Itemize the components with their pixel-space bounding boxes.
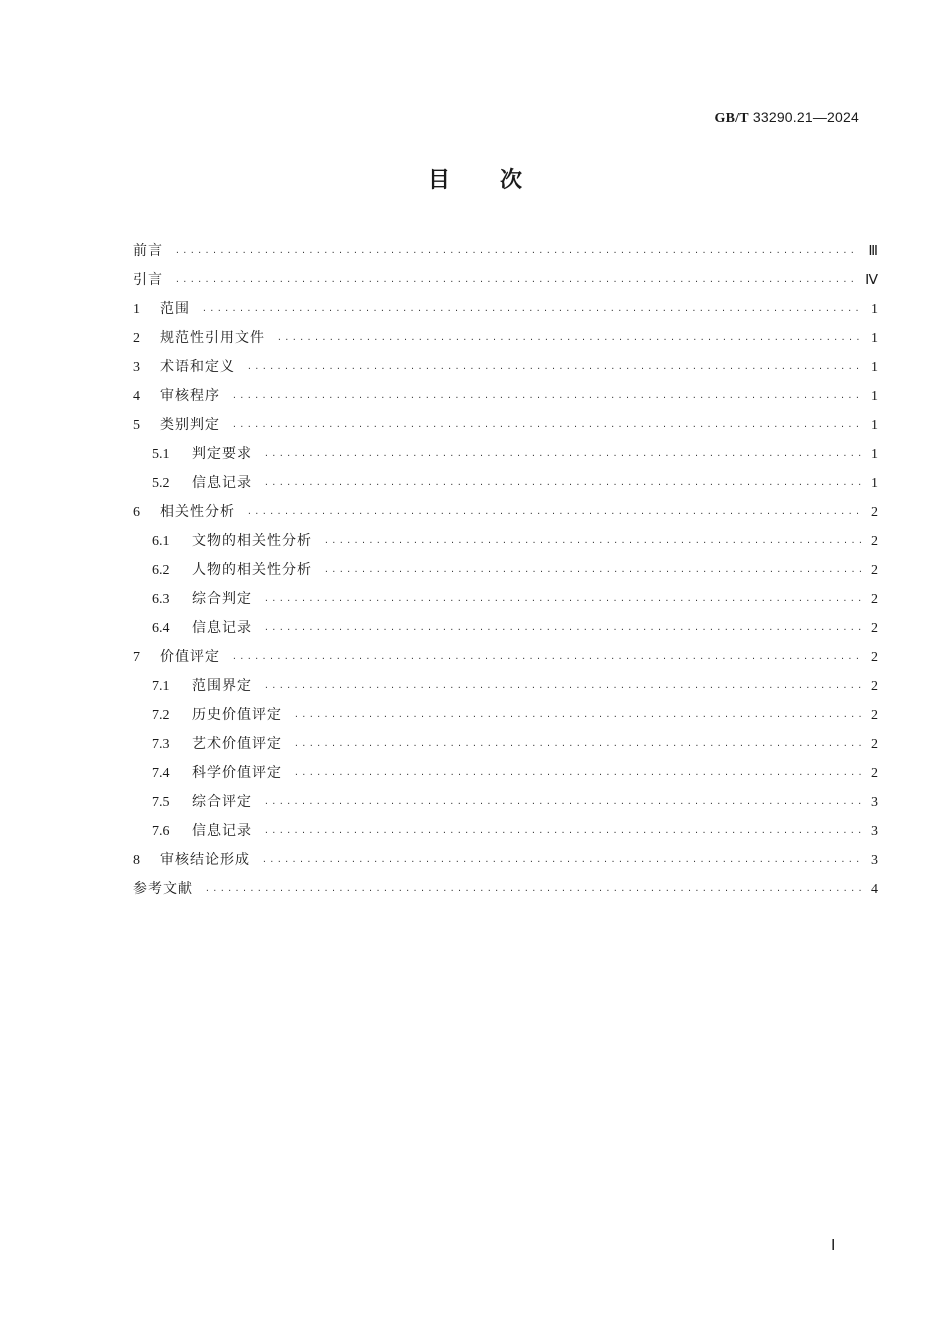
toc-dot-leader (264, 597, 861, 605)
toc-dot-leader (294, 742, 861, 750)
toc-entry-page: 1 (871, 302, 878, 317)
toc-entry-label: 人物的相关性分析 (192, 562, 312, 578)
toc-entry[interactable] (133, 298, 878, 327)
toc-dot-leader (205, 887, 861, 895)
toc-entry[interactable] (133, 617, 878, 646)
toc-entry-page: 2 (871, 766, 878, 781)
toc-entry-number: 6.4 (152, 621, 170, 636)
standard-code: 33290.21—2024 (748, 109, 859, 125)
toc-entry-number: 3 (133, 360, 140, 375)
toc-entry-number: 6.2 (152, 563, 170, 578)
toc-entry-number: 6 (133, 505, 140, 520)
toc-entry-label: 文物的相关性分析 (192, 533, 312, 549)
toc-entry[interactable] (133, 675, 878, 704)
toc-entry-page: 2 (871, 737, 878, 752)
standard-number (715, 109, 860, 127)
toc-entry-label: 信息记录 (192, 823, 252, 839)
toc-entry-page: 1 (871, 389, 878, 404)
toc-entry[interactable] (133, 733, 878, 762)
toc-dot-leader (247, 510, 861, 518)
toc-entry-number: 7 (133, 650, 140, 665)
toc-entry-label: 科学价值评定 (192, 765, 282, 781)
toc-entry-page: 3 (871, 795, 878, 810)
toc-entry[interactable] (133, 327, 878, 356)
toc-entry-label: 范围界定 (192, 678, 252, 694)
toc-entry[interactable] (133, 530, 878, 559)
toc-entry-label: 前言 (133, 243, 163, 259)
toc-entry[interactable] (133, 849, 878, 878)
toc-entry-label: 信息记录 (192, 620, 252, 636)
toc-dot-leader (232, 423, 861, 431)
toc-entry[interactable] (133, 472, 878, 501)
toc-entry-label: 审核程序 (160, 388, 220, 404)
toc-entry-number: 2 (133, 331, 140, 346)
toc-entry-label: 综合评定 (192, 794, 252, 810)
toc-entry-label: 术语和定义 (160, 359, 235, 375)
toc-entry-label: 规范性引用文件 (160, 330, 265, 346)
toc-entry-label: 综合判定 (192, 591, 252, 607)
toc-entry-number: 7.2 (152, 708, 170, 723)
toc-entry-page: Ⅳ (865, 273, 878, 288)
toc-entry-number: 7.6 (152, 824, 170, 839)
toc-dot-leader (264, 481, 861, 489)
toc-entry-label: 引言 (133, 272, 163, 288)
toc-entry-number: 7.4 (152, 766, 170, 781)
toc-dot-leader (264, 684, 861, 692)
toc-dot-leader (264, 829, 861, 837)
toc-entry-label: 相关性分析 (160, 504, 235, 520)
toc-entry-label: 范围 (160, 301, 190, 317)
toc-entry[interactable] (133, 878, 878, 907)
toc-entry-page: 1 (871, 331, 878, 346)
toc-entry-page: 3 (871, 824, 878, 839)
toc-entry-page: 3 (871, 853, 878, 868)
toc-dot-leader (262, 858, 861, 866)
toc-entry[interactable] (133, 646, 878, 675)
toc-entry-number: 5 (133, 418, 140, 433)
toc-dot-leader (324, 568, 861, 576)
toc-entry-label: 历史价值评定 (192, 707, 282, 723)
toc-entry-page: 1 (871, 476, 878, 491)
toc-entry-number: 7.1 (152, 679, 170, 694)
toc-dot-leader (294, 771, 861, 779)
toc-entry[interactable] (133, 762, 878, 791)
toc-entry-number: 5.2 (152, 476, 170, 491)
toc-entry[interactable] (133, 240, 878, 269)
toc-entry-page: 1 (871, 447, 878, 462)
toc-entry[interactable] (133, 356, 878, 385)
toc-entry-number: 5.1 (152, 447, 170, 462)
toc-entry[interactable] (133, 791, 878, 820)
toc-entry-number: 7.5 (152, 795, 170, 810)
toc-entry-page: Ⅲ (868, 244, 878, 259)
toc-entry-number: 8 (133, 853, 140, 868)
table-of-contents (133, 240, 878, 907)
toc-entry-number: 4 (133, 389, 140, 404)
toc-dot-leader (175, 278, 856, 286)
toc-entry-label: 审核结论形成 (160, 852, 250, 868)
toc-dot-leader (202, 307, 861, 315)
toc-entry-page: 2 (871, 679, 878, 694)
toc-entry-number: 7.3 (152, 737, 170, 752)
toc-entry[interactable] (133, 269, 878, 298)
toc-entry[interactable] (133, 414, 878, 443)
toc-entry-page: 2 (871, 592, 878, 607)
toc-entry-label: 信息记录 (192, 475, 252, 491)
toc-entry[interactable] (133, 501, 878, 530)
toc-dot-leader (232, 655, 861, 663)
page-folio: Ⅰ (831, 1238, 836, 1254)
toc-entry-label: 艺术价值评定 (192, 736, 282, 752)
toc-entry-page: 2 (871, 505, 878, 520)
toc-entry[interactable] (133, 704, 878, 733)
toc-dot-leader (324, 539, 861, 547)
toc-dot-leader (232, 394, 861, 402)
toc-dot-leader (294, 713, 861, 721)
toc-entry-number: 6.1 (152, 534, 170, 549)
toc-entry[interactable] (133, 820, 878, 849)
toc-entry-page: 2 (871, 708, 878, 723)
toc-entry[interactable] (133, 385, 878, 414)
standard-prefix: GB/T (714, 111, 749, 126)
toc-entry-label: 类别判定 (160, 417, 220, 433)
toc-dot-leader (264, 800, 861, 808)
toc-dot-leader (264, 626, 861, 634)
toc-dot-leader (175, 249, 859, 257)
toc-entry-page: 1 (871, 360, 878, 375)
toc-dot-leader (277, 336, 861, 344)
toc-dot-leader (264, 452, 861, 460)
toc-entry[interactable] (133, 443, 878, 472)
toc-entry-label: 参考文献 (133, 881, 193, 897)
toc-entry-number: 1 (133, 302, 140, 317)
toc-entry[interactable] (133, 588, 878, 617)
toc-entry-page: 2 (871, 650, 878, 665)
toc-entry-label: 价值评定 (160, 649, 220, 665)
page-title: 目次 (427, 168, 572, 193)
toc-entry[interactable] (133, 559, 878, 588)
toc-entry-page: 2 (871, 621, 878, 636)
toc-dot-leader (247, 365, 861, 373)
toc-entry-label: 判定要求 (192, 446, 252, 462)
toc-entry-number: 6.3 (152, 592, 170, 607)
toc-entry-page: 1 (871, 418, 878, 433)
toc-entry-page: 2 (871, 563, 878, 578)
toc-entry-page: 4 (871, 882, 878, 897)
toc-entry-page: 2 (871, 534, 878, 549)
